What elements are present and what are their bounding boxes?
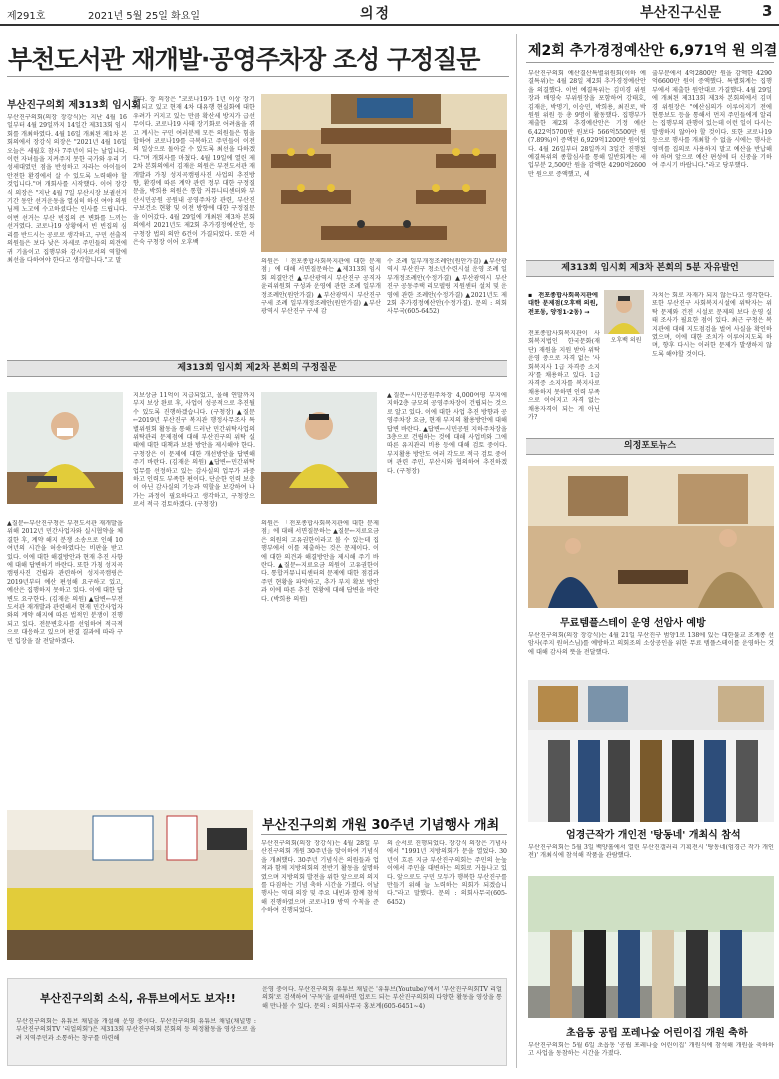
council-chamber-photo — [261, 94, 507, 252]
budget-headline: 제2회 추가경정예산안 6,971억 원 의결 — [528, 43, 778, 59]
speech-title: ▪전포종합사회복지관에 대한 문제점(오후백 의원, 전포동, 양정1·2동) → — [528, 292, 598, 316]
budget-rule — [526, 62, 774, 63]
speech-column-2: 자치는 회로 자재가 되지 않는다고 생각한다. 또한 부산진구 사회복지시설에 위탁자는 위탁 문제와 건전 시설로 문제의 보다 운영 실태 조사가 필요한 점이 있다. 최근 구청은 복지관에 대해 지도점검을 벌여 사실을 확인하였으며, 이에 대한 조치가 이루어지도록 하며, 향후 다시는 이러한 문제가 발생하지 않도록 해야할 것이다. — [652, 292, 772, 358]
youtube-column-1: 부산진구의회는 유튜브 채널을 개설해 운영 중이다. 부산진구의회 유튜브 채널(채널명 : 부산진구의회TV '리얼의회')은 제313회 부산진구의회 본회의 등 의정활동을 영상으로 올려 지역주민과 소통하는 창구를 마련해 — [16, 1018, 256, 1042]
lead-column-1: 부산진구의회(의장 장강식)는 지난 4월 16일부터 4월 29일까지 14일간 제313회 임시회를 개최하였다. 4월 16일 개최된 제1차 본회의에서 장강식 의장은 "2021년 4월 16일 오늘은 세월호 참사 7주년이 되는 날입니다. 이런 자녀들을 지켜주지 못한 국가와 우리 기성세대였던 점을 반성하고 자라는 아이들이 안전한 환경에서 살 수 있도록 노력해야 할 것입니다."며 개회사를 시작했다. 이어 장강식 의장은 "지난 4월 7일 부산시장 보궐선거 기간 동안 선거운동을 열심히 하신 여야 의원님께 노고에 수고하셨다는 인사를 드립니다. 이번 선거는 부산 빈집의 큰 변화를 느끼는 선거였다. 코로나19 상황에서 빈 빈집의 심리를 반드시는 공로로 생각하고, 구민 선출직 의원들은 보다 낮은 자세로 주민들의 의견에 귀 기울이고 집행부와 감시자로서의 역할에 최선을 다하여야 한다고 생각합니다."고 말 — [7, 114, 127, 264]
photonews-title-3: 초읍동 공립 포레나숲 어린이집 개원 축하 — [566, 1028, 748, 1039]
session2-column-4: ▲질문←시민공원주차장 4,000여평 부지에 지하2층 규모의 공영주차장이 건립되는 것으로 알고 있다. 이에 대한 사업 추진 방향과 공영주차장 요금, 현재 부지의 활용방안에 대해 답변 바란다. ▲답변←시민공원 지하주차장을 3층으로 건립하는 것에 대해 사업비와 그에 따른 유지관리 비용 등에 대해 검토 중이다. 부지활용 방안도 여러 각도로 적극 검토 중이며 관련 주민, 부산시와 협의하여 추진하겠다. (구청장) — [387, 392, 507, 475]
lead-headline: 부천도서관 재개발·공영주차장 조성 구정질문 — [8, 45, 480, 74]
speaker-portrait — [604, 290, 644, 334]
anniversary-column-1: 부산진구의회(의장 장강식)는 4월 28일 부산진구의회 개원 30주년을 맞이하여 기념식을 개최했다. 30주년 기념식은 의원들과 업적과 함께 지방의회의 전반기 활동을 설명하였으며 지방의회 발전을 위한 앞으로의 의지를 다짐하는 기념 축하 시간을 가졌다. 이날 행사는 역대 의장 및 주요 내빈과 함께 참석해 진행하였으며 코로나19 방역 수칙을 준수하여 진행되었다. — [261, 840, 379, 915]
five-minute-speech-bar: 제313회 임시회 제3차 본회의 5분 자유발언 — [526, 260, 774, 277]
page-number: 3 — [762, 2, 773, 20]
photonews-title-1: 무료템플스테이 운영 선암사 예방 — [560, 618, 706, 629]
photonews-text-1: 부산진구의회(의장 장강식)는 4월 21일 부산진구 범양1로 138에 있는 대한불교 조계종 선암사(주지 원허스님)를 예방하고 의회조의 소상공인을 위한 무료 템플스테이를 운영하는 것에 대해 감사의 뜻을 전달했다. — [528, 632, 774, 656]
anniversary-column-2: 의 순서로 진행되었다. 장강식 의장은 기념사에서 "1991년 지방의회가 문을 열었다. 30년이 흐른 지금 부산진구의회는 주민의 눈높이에서 주민을 대변하는 의회로 거듭나고 있다. 앞으로도 구민 모두가 행복한 부산진구를 만들기 위해 늘 노력하는 의회가 되겠습니다."라고 말했다. 문의 : 의회사무국(605-6452) — [387, 840, 507, 906]
session2-column-2: 지보상금 11억이 지급되었고, 올해 연말까지 부지 보상 완료 후, 사업이 성공적으로 추진될 수 있도록 진행하겠습니다. (구청장) ▲질문←2019년 부산진구 복지관 행정사무조사 특별위원회 활동을 통해 드러난 민간위탁사업의 위탁관리 문제점에 대해 부산진구의 위탁 실태에 대한 대책과 보완 방안을 제시해야 한다. 구청장은 이 문제에 대한 개선방안을 답변해 주기 바란다. (김재운 의원) ▲답변←민간위탁 업무를 선정하고 있는 감사실의 업무가 과중하고 인력도 부족한 편이다. 단순한 인력 보충이 아닌 감사실의 기능과 역할을 보강하여 나가는 과정이 필요하다고 생각하고, 구청장으로서 적극 검토하겠다. (구청장) — [133, 392, 255, 509]
speaker-caption: 오후백 의원 — [610, 337, 642, 344]
photonews-title-2: 엄경근작가 개인전 '탕동네' 개최식 참석 — [566, 830, 741, 841]
lead-column-4: 수 조례 일부개정조례안(원안가결) ▲부산광역시 부산진구 청소년수련시설 운영 조례 일부개정조례안(수정가결) ▲부산광역시 부산진구 공동주택 리모델링 지원센터 설치 및 운영에 관한 조례안(수정가결) ▲2021년도 제2회 추가경정예산안(수정가결). 문의 : 의회사무국(605-6452) — [387, 258, 507, 316]
session2-column-1: ▲질문←부산진구청은 부전도서관 재개발을 위해 2012년 민간사업자와 실시협약을 체결한 후, 계약 해지 분쟁 소송으로 인해 10여년의 시간을 허송하였다는 비판을 받고 있다. 이에 대한 해결방안과 현재 추진 사항에 대해 답변하기 바란다. 또한 가칭 성지곡캠핑사진 건립과 관련하여 성지곡캠핑은 2019년부터 예산 편성해 요구하고 있고, 예산은 집행하지 못하고 있다. 이에 대한 답변도 요구한다. (김재운 의원) ▲답변←부전도서관 재개발과 관련해서 현재 민간사업자와의 계약 해지에 따른 법적인 분쟁이 진행되고 있다. 전문변호사를 선임하여 적극적으로 대응하고 있으며 판결 결과에 따라 구민 입장을 잘 전달하겠다. — [7, 520, 123, 645]
photonews-text-3: 부산진구의회는 5월 6일 초읍동 '공립 포레나숲 어린이집' 개원식에 참석해 개원을 축하하고 사업을 동참하는 시간을 가졌다. — [528, 1042, 774, 1058]
lead-rule — [7, 76, 509, 77]
issue-date: 2021년 5월 25일 화요일 — [88, 11, 201, 22]
lead-subtitle: 부산진구의회 제313회 임시회 — [7, 100, 142, 111]
youtube-headline: 부산진구의회 소식, 유튜브에서도 보자!! — [40, 992, 236, 1005]
anniversary-rule — [261, 834, 507, 835]
issue-number: 제291호 — [7, 11, 46, 22]
budget-column-2: 출부분에서 4억2800만 원을 감액한 4290억6600만 원이 증액했다. 특별회계는 집행부에서 제출한 원안대로 가결했다. 4월 29일에 개최된 제313회 제3차 본회의에서 김미경 위원장은 "예산심의가 이루어지기 전에 현통보도 등을 통해서 먼저 주민들에게 알리는 집행부의 관행이 있는데 이런 일이 다시는 발생하지 않아야 할 것이다. 또한 코로나19 등으로 행사를 개최할 수 없을 시에는 행사운영비를 집의로 사용하지 말고 예산을 반납해야 하며 앞으로 예산 편성에 더 신중을 기하여 주시기 바랍니다."라고 당부했다. — [652, 70, 772, 170]
session2-column-3: 의원은 「전포종합사회복지관에 대한 문제점」에 대해 서면질문하는 ▲질문←지료요금은 의원의 고유권한이라고 볼 수 있는데 집행부에서 이를 제출하는 것은 문제이다. 이에 대한 의견과 해결방안을 제시해 주기 바란다. ▲질문←지료요금 의원이 고유권한이다. 통합커뮤니티센터의 문제에 대한 점검과 주민 현황을 파악하고, 추가 부지 확보 방안과 이에 따른 추진 현황에 대해 답변을 바란다. (박희용 의원) — [261, 520, 379, 603]
publication-name: 부산진구신문 — [640, 5, 722, 21]
questioner-photo-2 — [261, 392, 377, 504]
photonews-photo-2 — [528, 680, 774, 822]
page-header — [0, 0, 779, 26]
photonews-photo-1 — [528, 466, 774, 608]
questioner-photo-1 — [7, 392, 123, 504]
budget-column-1: 부산진구의회 예산결산특별위원회(이하 예결특위)는 4월 28일 제2회 추가경정예산안을 의결했다. 이번 예결특위는 김미경 위원장과 배영숙 부위원장을 포함하여 강태호, 김재운, 박명기, 이승민, 박희용, 최진로, 박원원 위원 등 총 9명이 활동했다. 집행부가 제출한 제2회 추경예산안은 기정 예산 6,422억5700만 원보다 566억5500만 원(7.89%)이 증액된 6,929억1200만 원이었다. 4월 26일부터 28일까지 3일간 진행된 예결특위의 종합심사를 통해 일반회계는 세입부분 2,500만 원을 감액한 4290억2600만 원으로 증액했고, 세 — [528, 70, 646, 178]
session2-bar: 제313회 임시회 제2차 본회의 구정질문 — [7, 360, 507, 377]
lead-column-2: 했다. 장 의장은 "코로나19가 1년 이상 장기화 되고 있고 현재 4차 대유행 현실화에 대한 우려가 커지고 있는 만큼 확산세 방지가 급선무이다. 코로나19 사태 장기화로 어려움을 겪고 계시는 구민 여러분께 모든 의원들은 힘을 합하여 코로나19를 극복하고 주민들이 이전의 일상으로 돌아갈 수 있도록 최선을 다하겠다."며 개회사를 마쳤다. 4월 19일에 열린 제2차 본회의에서 김재운 의원은 부전도서관 재개발과 가칭 성지곡캠핑사진 사업의 추진방향, 환경에 따른 계약 관련 정부 대한 구정질문을, 박희용 의원은 통합 커뮤니티센터와 부산시민공원 공원내 공영주차장 관련, 부산진구보건소 현황 및 이전 방향에 대한 구정질문을 이어갔다. 4월 29일에 개최된 제3차 본회의에서 2021년도 제2회 추가경정예산안, 등 구청장 법의 의안 6건이 가결되었다. 또한 서은숙 구청장 이어 오후백 — [133, 96, 255, 246]
anniversary-group-photo — [7, 810, 253, 960]
photonews-bar: 의정포토뉴스 — [526, 438, 774, 455]
photonews-text-2: 부산진구의회는 5월 3일 백양홀에서 열린 부산진갤러리 기획전시 '탕동네(엄경근 작가 개인전)' 개최식에 참석해 작품을 관람했다. — [528, 844, 774, 860]
column-divider — [516, 34, 517, 1068]
speech-column-1: 전포종합사회복지관이 사회복지법인 한국문화(재단) 재원을 지원 받아 위탁 운영 중으로 자격 없는 '사회복지사 1급 자격증 소지자'를 채용하고 있다. 1급 자격증 소지자를 복지사로 채용하지 못하면 인력 부족으로 이어지고 자격 없는 채용자격이 되는 게 아닌가? — [528, 330, 600, 422]
anniversary-headline: 부산진구의회 개원 30주년 기념행사 개최 — [262, 818, 500, 833]
lead-column-3: 의원은 「전포종합사회복지관에 대한 문제점」에 대해 서면질문하는 ▲제313회 임시회 의결안건 ▲부산광역시 부산진구 공직자윤리위원회 구성과 운영에 관한 조례 일부개정조례안(원안가결) ▲부산광역시 부산진구 구세 조례 일부개정조례안(원안가결) ▲부산광역시 부산진구 구세 감 — [261, 258, 381, 316]
youtube-column-2: 운영 중이다. 부산진구의회 유튜브 채널은 '유튜브(Youtube)'에서 '부산진구의회TV 리얼의회'로 검색하여 '구독'을 클릭하면 업로드 되는 부산진구의회의 다양한 활동을 영상을 통해 만나볼 수 있다. 문의 : 의회사무국 홍보계(605-6451~4) — [262, 986, 502, 1010]
photonews-photo-3 — [528, 876, 774, 1018]
section-name: 의정 — [360, 6, 392, 22]
